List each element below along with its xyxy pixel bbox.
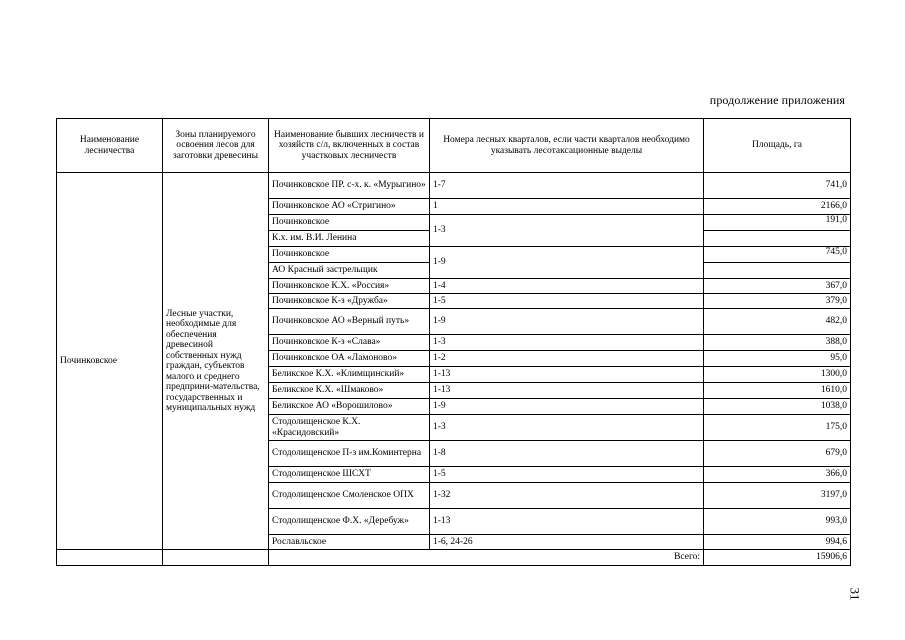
farm-cell: Починковское АО «Верный путь» <box>269 309 430 335</box>
table-header-row <box>57 119 851 173</box>
quarters-cell: 1-9 <box>430 399 704 415</box>
quarters-cell: 1-6, 24-26 <box>430 535 704 550</box>
farm-cell: Починковское <box>269 215 430 231</box>
quarters-cell: 1-32 <box>430 483 704 509</box>
quarters-cell: 1 <box>430 199 704 215</box>
quarters-cell: 1-4 <box>430 279 704 294</box>
quarters-cell: 1-9 <box>430 309 704 335</box>
area-cell: 1610,0 <box>704 383 851 399</box>
quarters-cell: 1-13 <box>430 383 704 399</box>
header-zone: Зоны планируемого освоения лесов для заготовки древесины <box>163 119 269 173</box>
header-farm: Наименование бывших лесничеств и хозяйств с/л, включенных в состав участковых лесничеств <box>269 119 430 173</box>
farm-cell: Беликское АО «Ворошилово» <box>269 399 430 415</box>
appendix-continuation-caption: продолжение приложения <box>709 93 845 107</box>
area-cell: 482,0 <box>704 309 851 335</box>
quarters-cell: 1-13 <box>430 509 704 535</box>
blank-cell <box>163 550 269 566</box>
area-cell: 679,0 <box>704 441 851 467</box>
blank-cell <box>57 550 163 566</box>
area-cell: 3197,0 <box>704 483 851 509</box>
farm-cell: Рославльское <box>269 535 430 550</box>
area-cell: 2166,0 <box>704 199 851 215</box>
area-cell: 741,0 <box>704 173 851 199</box>
quarters-cell: 1-3 <box>430 215 704 247</box>
quarters-cell: 1-2 <box>430 351 704 367</box>
quarters-cell: 1-5 <box>430 467 704 483</box>
header-area: Площадь, га <box>704 119 851 173</box>
farm-cell: Починковское ОА «Ламоново» <box>269 351 430 367</box>
total-label: Всего: <box>269 550 704 566</box>
area-cell: 1038,0 <box>704 399 851 415</box>
quarters-cell: 1-3 <box>430 335 704 351</box>
header-quarters: Номера лесных кварталов, если части кварталов необходимо указывать лесотаксационные выделы <box>430 119 704 173</box>
farm-cell: Стодолищенское К.Х. «Красидовский» <box>269 415 430 441</box>
zone-cell: Лесные участки, необходимые для обеспечения древесиной собственных нужд граждан, субъектов малого и среднего предприни-мательства, государственных и муниципальных нужд <box>163 173 269 550</box>
farm-cell: Стодолищенское ШСХТ <box>269 467 430 483</box>
farm-cell: Починковское К-з «Дружба» <box>269 294 430 309</box>
farm-cell: Починковское АО «Стригино» <box>269 199 430 215</box>
area-cell: 993,0 <box>704 509 851 535</box>
lesnichestvo-cell: Починковское <box>57 173 163 550</box>
area-cell <box>704 231 851 247</box>
table-row <box>57 173 851 199</box>
farm-cell: Беликское К.Х. «Климщинский» <box>269 367 430 383</box>
quarters-cell: 1-3 <box>430 415 704 441</box>
farm-cell: Починковское ПР. с-х. к. «Мурыгино» <box>269 173 430 199</box>
area-cell <box>704 263 851 279</box>
farm-cell: АО Красный застрельщик <box>269 263 430 279</box>
farm-cell: Стодолищенское Смоленское ОПХ <box>269 483 430 509</box>
area-cell: 745,0 <box>704 247 851 263</box>
header-lesnichestvo: Наименование лесничества <box>57 119 163 173</box>
farm-cell: Починковское К-з «Слава» <box>269 335 430 351</box>
area-cell: 175,0 <box>704 415 851 441</box>
farm-cell: Стодолищенское П-з им.Коминтерна <box>269 441 430 467</box>
farm-cell: Починковское <box>269 247 430 263</box>
area-cell: 1300,0 <box>704 367 851 383</box>
farm-cell: К.х. им. В.И. Ленина <box>269 231 430 247</box>
farm-cell: Починковское К.Х. «Россия» <box>269 279 430 294</box>
quarters-cell: 1-9 <box>430 247 704 279</box>
area-cell: 366,0 <box>704 467 851 483</box>
quarters-cell: 1-8 <box>430 441 704 467</box>
farm-cell: Стодолищенское Ф.Х. «Деребуж» <box>269 509 430 535</box>
total-value: 15906,6 <box>704 550 851 566</box>
page-number: 31 <box>847 587 863 601</box>
area-cell: 994,6 <box>704 535 851 550</box>
area-cell: 191,0 <box>704 215 851 231</box>
total-row <box>57 550 851 566</box>
area-cell: 379,0 <box>704 294 851 309</box>
quarters-cell: 1-5 <box>430 294 704 309</box>
quarters-cell: 1-7 <box>430 173 704 199</box>
area-cell: 388,0 <box>704 335 851 351</box>
area-cell: 95,0 <box>704 351 851 367</box>
area-cell: 367,0 <box>704 279 851 294</box>
quarters-cell: 1-13 <box>430 367 704 383</box>
forestry-table <box>56 118 851 566</box>
farm-cell: Беликское К.Х. «Шмаково» <box>269 383 430 399</box>
